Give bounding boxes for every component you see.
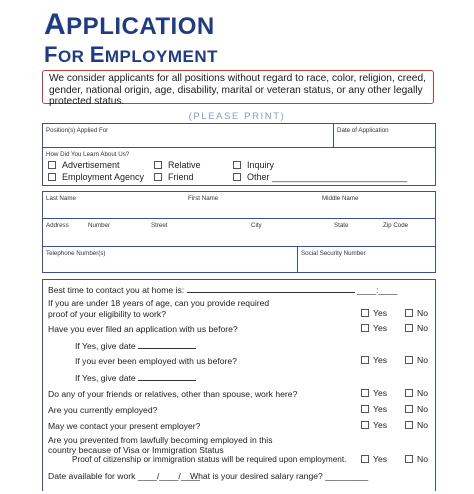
address-field[interactable] <box>44 229 432 244</box>
option-label: Other ___________________________ <box>247 172 408 182</box>
under-18-no[interactable] <box>405 308 428 318</box>
yes-label: Yes <box>373 323 388 333</box>
please-print-label: (PLEASE PRINT) <box>188 111 286 122</box>
first-name-label: First Name <box>188 195 219 202</box>
learn-about-us-label: How Did You Learn About Us? <box>46 151 130 158</box>
title-initial: A <box>44 8 67 41</box>
salary-row <box>190 471 368 481</box>
divider <box>42 218 436 219</box>
checkbox[interactable] <box>361 309 369 317</box>
state-label: State <box>334 222 349 229</box>
checkbox[interactable] <box>48 161 56 169</box>
page-subtitle <box>44 44 218 66</box>
friends-relatives-question: Do any of your friends or relatives, other than spouse, work here? <box>48 389 298 399</box>
checkbox[interactable] <box>405 421 413 429</box>
no-label: No <box>417 404 428 414</box>
question-text: What is your desired salary range? <box>190 471 323 481</box>
current-yes[interactable] <box>361 404 387 414</box>
currently-employed-question: Are you currently employed? <box>48 405 158 415</box>
filed-application-question: Have you ever filed an application with us before? <box>48 324 238 334</box>
contact-yes[interactable] <box>361 420 387 430</box>
telephone-label: Telephone Number(s) <box>46 250 106 257</box>
no-label: No <box>417 308 428 318</box>
employed-date-row <box>75 372 196 383</box>
employed-before-no[interactable] <box>405 355 428 365</box>
no-label: No <box>417 454 428 464</box>
street-label: Street <box>151 222 168 229</box>
checkbox[interactable] <box>405 405 413 413</box>
friends-yes[interactable] <box>361 388 387 398</box>
title-rest: PPLICATION <box>66 13 215 40</box>
checkbox[interactable] <box>361 356 369 364</box>
no-label: No <box>417 355 428 365</box>
checkbox[interactable] <box>154 173 162 181</box>
subtitle-initial-2: E <box>89 42 105 67</box>
yes-label: Yes <box>373 308 388 318</box>
eeo-notice: We consider applicants for all positions without regard to race, color, religion, creed, gender, national origin, age, disability, marital or veteran status, or any other legally protected status. <box>42 70 434 104</box>
yes-label: Yes <box>373 454 388 464</box>
employed-before-question: If you ever been employed with us before? <box>75 356 237 366</box>
contact-no[interactable] <box>405 420 428 430</box>
question-text: If Yes, give date <box>75 341 136 351</box>
divider <box>297 246 298 273</box>
no-label: No <box>417 420 428 430</box>
checkbox[interactable] <box>154 161 162 169</box>
checkbox[interactable] <box>361 389 369 397</box>
checkbox[interactable] <box>405 324 413 332</box>
zip-code-label: Zip Code <box>383 222 409 229</box>
name-field[interactable] <box>44 202 432 216</box>
option-employment-agency[interactable] <box>48 172 144 182</box>
yes-label: Yes <box>373 420 388 430</box>
date-available-field[interactable]: Date available for work ____/____/____ <box>48 471 200 481</box>
time-blank: ____:____ <box>356 285 398 295</box>
option-inquiry[interactable] <box>233 160 274 170</box>
option-label: Employment Agency <box>62 172 145 182</box>
option-label: Friend <box>168 172 194 182</box>
best-time-field[interactable] <box>187 284 355 293</box>
employed-before-yes[interactable] <box>361 355 387 365</box>
filed-date-row <box>75 340 196 351</box>
filed-date-field[interactable] <box>138 340 196 349</box>
no-label: No <box>417 388 428 398</box>
yes-label: Yes <box>373 404 388 414</box>
last-name-label: Last Name <box>46 195 76 202</box>
checkbox[interactable] <box>405 389 413 397</box>
option-label: Inquiry <box>247 160 275 170</box>
checkbox[interactable] <box>361 421 369 429</box>
subtitle-rest-1: OR <box>57 47 90 66</box>
option-advertisement[interactable] <box>48 160 120 170</box>
checkbox[interactable] <box>233 173 241 181</box>
divider <box>42 147 436 148</box>
checkbox[interactable] <box>361 405 369 413</box>
prevented-question-cont: country because of Visa or Immigration Status <box>48 445 224 455</box>
current-no[interactable] <box>405 404 428 414</box>
position-applied-field[interactable] <box>44 133 330 145</box>
question-text: If Yes, give date <box>75 373 136 383</box>
number-label: Number <box>88 222 111 229</box>
yes-label: Yes <box>373 388 388 398</box>
subtitle-rest-2: MPLOYMENT <box>104 47 218 66</box>
subtitle-initial-1: F <box>44 42 58 67</box>
checkbox[interactable] <box>361 324 369 332</box>
checkbox[interactable] <box>233 161 241 169</box>
checkbox[interactable] <box>361 455 369 463</box>
filed-yes[interactable] <box>361 323 387 333</box>
page-title <box>44 10 215 40</box>
ssn-label: Social Security Number <box>301 250 366 257</box>
filed-no[interactable] <box>405 323 428 333</box>
checkbox[interactable] <box>405 455 413 463</box>
option-other[interactable] <box>233 172 407 182</box>
employed-date-field[interactable] <box>138 372 196 381</box>
prevented-question: Are you prevented from lawfully becoming employed in this <box>48 435 273 445</box>
option-label: Advertisement <box>62 160 120 170</box>
option-friend[interactable] <box>154 172 194 182</box>
under-18-yes[interactable] <box>361 308 387 318</box>
checkbox[interactable] <box>405 356 413 364</box>
divider <box>42 246 436 247</box>
question-text: Best time to contact you at home is: <box>48 285 185 295</box>
telephone-field[interactable] <box>44 257 294 271</box>
city-label: City <box>251 222 262 229</box>
divider <box>333 123 334 147</box>
friends-no[interactable] <box>405 388 428 398</box>
under-18-question: If you are under 18 years of age, can you provide required <box>48 298 270 308</box>
under-18-question-cont: proof of your eligibility to work? <box>48 309 166 319</box>
date-of-application-field[interactable] <box>335 133 433 145</box>
ssn-field[interactable] <box>300 257 432 271</box>
contact-employer-question: May we contact your present employer? <box>48 421 201 431</box>
option-label: Relative <box>168 160 201 170</box>
salary-field[interactable]: _________ <box>325 471 369 481</box>
no-label: No <box>417 323 428 333</box>
date-of-application-label: Date of Application <box>337 127 389 134</box>
yes-label: Yes <box>373 355 388 365</box>
position-applied-label: Position(s) Applied For <box>46 127 109 134</box>
checkbox[interactable] <box>405 309 413 317</box>
option-relative[interactable] <box>154 160 201 170</box>
prevented-yes[interactable] <box>361 454 387 464</box>
prevented-no[interactable] <box>405 454 428 464</box>
best-time-question <box>48 284 398 295</box>
middle-name-label: Middle Name <box>322 195 359 202</box>
proof-of-citizenship-note: Proof of citizenship or immigration status will be required upon employment. <box>72 455 347 464</box>
address-label: Address <box>46 222 69 229</box>
checkbox[interactable] <box>48 173 56 181</box>
